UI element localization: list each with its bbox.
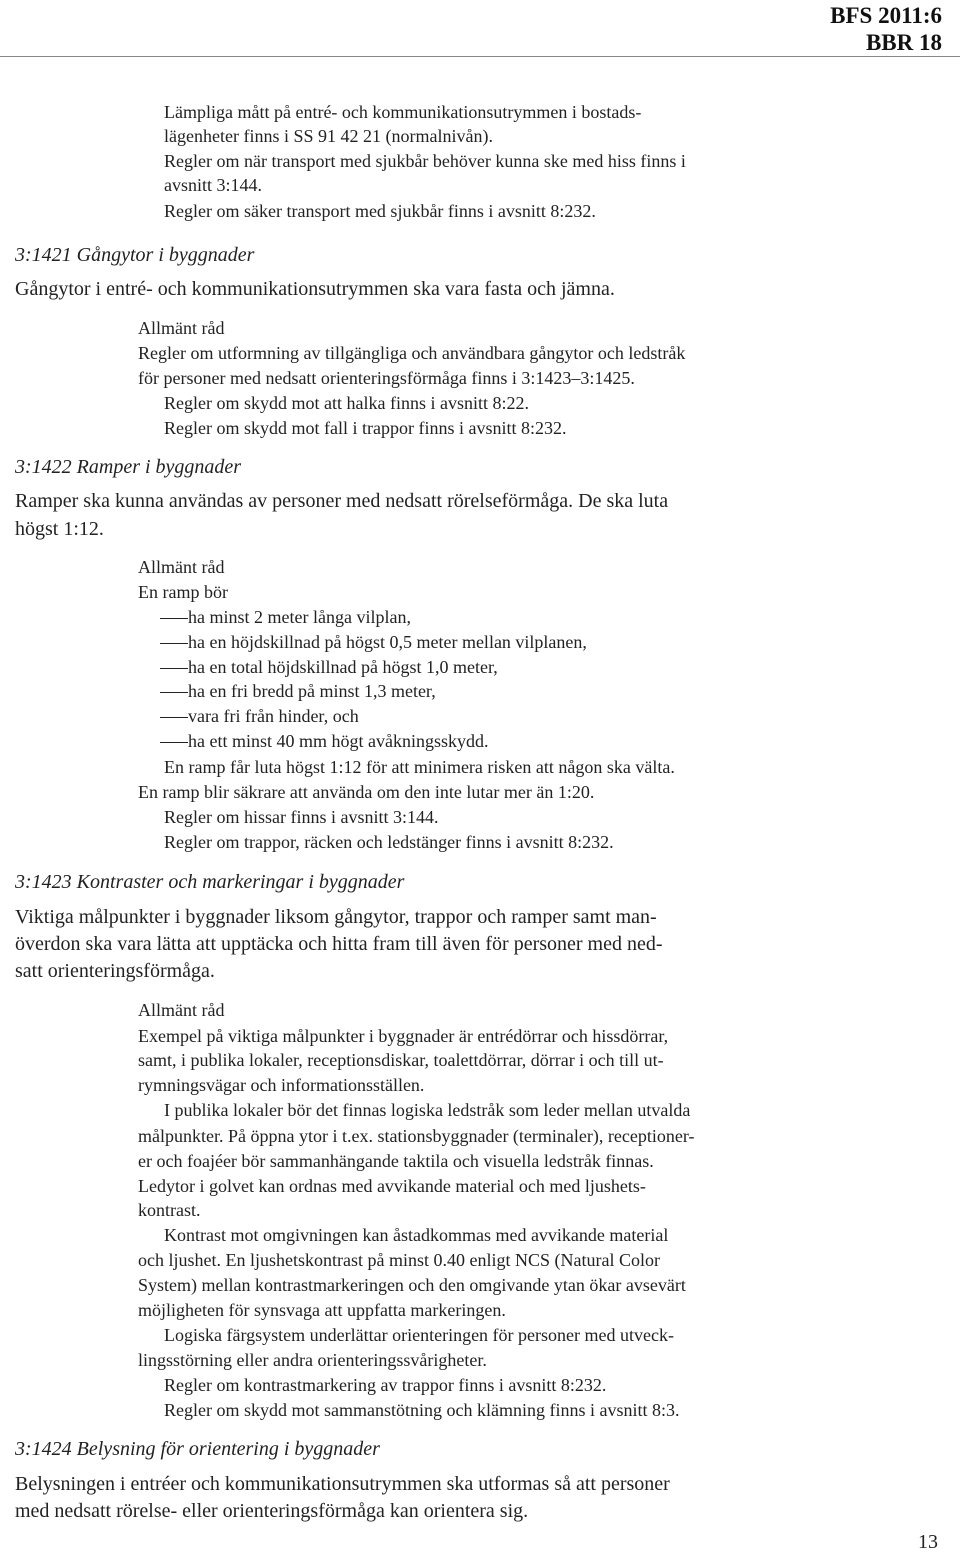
list-dash bbox=[160, 668, 188, 669]
advice-line: målpunkter. På öppna ytor i t.ex. stationsbyggnader (terminaler), receptioner- bbox=[138, 1126, 695, 1146]
section-heading-3-1424: 3:1424 Belysning för orientering i byggnader bbox=[15, 1438, 380, 1460]
rule-text: Gångytor i entré- och kommunikationsutrymmen ska vara fasta och jämna. bbox=[15, 278, 615, 300]
header-rule bbox=[0, 56, 960, 57]
note-line: Regler om säker transport med sjukbår finns i avsnitt 8:232. bbox=[164, 201, 596, 221]
advice-line: Regler om trappor, räcken och ledstänger finns i avsnitt 8:232. bbox=[164, 832, 614, 852]
advice-line: er och foajéer bör sammanhängande taktila och visuella ledstråk finnas. bbox=[138, 1151, 654, 1171]
list-dash bbox=[160, 692, 188, 693]
advice-line: Regler om hissar finns i avsnitt 3:144. bbox=[164, 807, 439, 827]
advice-line: En ramp bör bbox=[138, 582, 228, 602]
advice-line: kontrast. bbox=[138, 1200, 201, 1220]
advice-line: Ledytor i golvet kan ordnas med avvikande material och med ljushets- bbox=[138, 1176, 646, 1196]
advice-line: lingsstörning eller andra orienteringssvårigheter. bbox=[138, 1350, 487, 1370]
advice-line: möjligheten för synsvaga att uppfatta markeringen. bbox=[138, 1300, 506, 1320]
list-item: ha en höjdskillnad på högst 0,5 meter mellan vilplanen, bbox=[188, 632, 587, 652]
document-id: BFS 2011:6 bbox=[830, 3, 942, 28]
advice-line: Regler om utformning av tillgängliga och användbara gångytor och ledstråk bbox=[138, 343, 686, 363]
section-heading-3-1421: 3:1421 Gångytor i byggnader bbox=[15, 244, 255, 266]
advice-line: rymningsvägar och informationsställen. bbox=[138, 1075, 425, 1095]
note-line: Regler om när transport med sjukbår behöver kunna ske med hiss finns i bbox=[164, 151, 686, 171]
advice-line: Regler om skydd mot fall i trappor finns i avsnitt 8:232. bbox=[164, 418, 567, 438]
advice-line: för personer med nedsatt orienteringsförmåga finns i 3:1423–3:1425. bbox=[138, 368, 635, 388]
document-code: BBR 18 bbox=[865, 30, 942, 55]
advice-line: System) mellan kontrastmarkeringen och den omgivande ytan ökar avsevärt bbox=[138, 1275, 686, 1295]
note-line: lägenheter finns i SS 91 42 21 (normalnivån). bbox=[164, 126, 493, 146]
advice-line: Kontrast mot omgivningen kan åstadkommas med avvikande material bbox=[164, 1225, 669, 1245]
note-line: Lämpliga mått på entré- och kommunikationsutrymmen i bostads- bbox=[164, 102, 642, 122]
advice-line: Exempel på viktiga målpunkter i byggnader är entrédörrar och hissdörrar, bbox=[138, 1026, 669, 1046]
general-advice-label: Allmänt råd bbox=[138, 318, 225, 338]
rule-text: överdon ska vara lätta att upptäcka och hitta fram till även för personer med ned- bbox=[15, 933, 663, 955]
rule-text: Belysningen i entréer och kommunikationsutrymmen ska utformas så att personer bbox=[15, 1473, 670, 1495]
list-dash bbox=[160, 618, 188, 619]
page-header bbox=[830, 2, 942, 56]
advice-line: I publika lokaler bör det finnas logiska ledstråk som leder mellan utvalda bbox=[164, 1100, 691, 1120]
advice-line: En ramp får luta högst 1:12 för att minimera risken att någon ska välta. bbox=[164, 757, 675, 777]
list-item: ha en fri bredd på minst 1,3 meter, bbox=[188, 681, 436, 701]
rule-text: högst 1:12. bbox=[15, 518, 104, 540]
general-advice-label: Allmänt råd bbox=[138, 1000, 225, 1020]
list-dash bbox=[160, 643, 188, 644]
list-item: ha ett minst 40 mm högt avåkningsskydd. bbox=[188, 731, 489, 751]
rule-text: satt orienteringsförmåga. bbox=[15, 960, 215, 982]
general-advice-label: Allmänt råd bbox=[138, 557, 225, 577]
advice-line: samt, i publika lokaler, receptionsdiskar, toalettdörrar, dörrar i och till ut- bbox=[138, 1050, 664, 1070]
advice-line: Regler om kontrastmarkering av trappor finns i avsnitt 8:232. bbox=[164, 1375, 607, 1395]
list-item: vara fri från hinder, och bbox=[188, 706, 359, 726]
list-dash bbox=[160, 742, 188, 743]
section-heading-3-1423: 3:1423 Kontraster och markeringar i byggnader bbox=[15, 871, 405, 893]
rule-text: med nedsatt rörelse- eller orienteringsförmåga kan orientera sig. bbox=[15, 1500, 529, 1522]
advice-line: Logiska färgsystem underlättar orienteringen för personer med utveck- bbox=[164, 1325, 674, 1345]
page-number: 13 bbox=[918, 1531, 938, 1553]
advice-line: En ramp blir säkrare att använda om den inte lutar mer än 1:20. bbox=[138, 782, 595, 802]
advice-line: Regler om skydd mot sammanstötning och klämning finns i avsnitt 8:3. bbox=[164, 1400, 680, 1420]
list-item: ha en total höjdskillnad på högst 1,0 meter, bbox=[188, 657, 498, 677]
advice-line: och ljushet. En ljushetskontrast på minst 0.40 enligt NCS (Natural Color bbox=[138, 1250, 660, 1270]
list-item: ha minst 2 meter långa vilplan, bbox=[188, 607, 411, 627]
section-heading-3-1422: 3:1422 Ramper i byggnader bbox=[15, 456, 242, 478]
note-line: avsnitt 3:144. bbox=[164, 175, 262, 195]
rule-text: Ramper ska kunna användas av personer med nedsatt rörelseförmåga. De ska luta bbox=[15, 490, 669, 512]
advice-line: Regler om skydd mot att halka finns i avsnitt 8:22. bbox=[164, 393, 529, 413]
rule-text: Viktiga målpunkter i byggnader liksom gångytor, trappor och ramper samt man- bbox=[15, 906, 657, 928]
list-dash bbox=[160, 717, 188, 718]
